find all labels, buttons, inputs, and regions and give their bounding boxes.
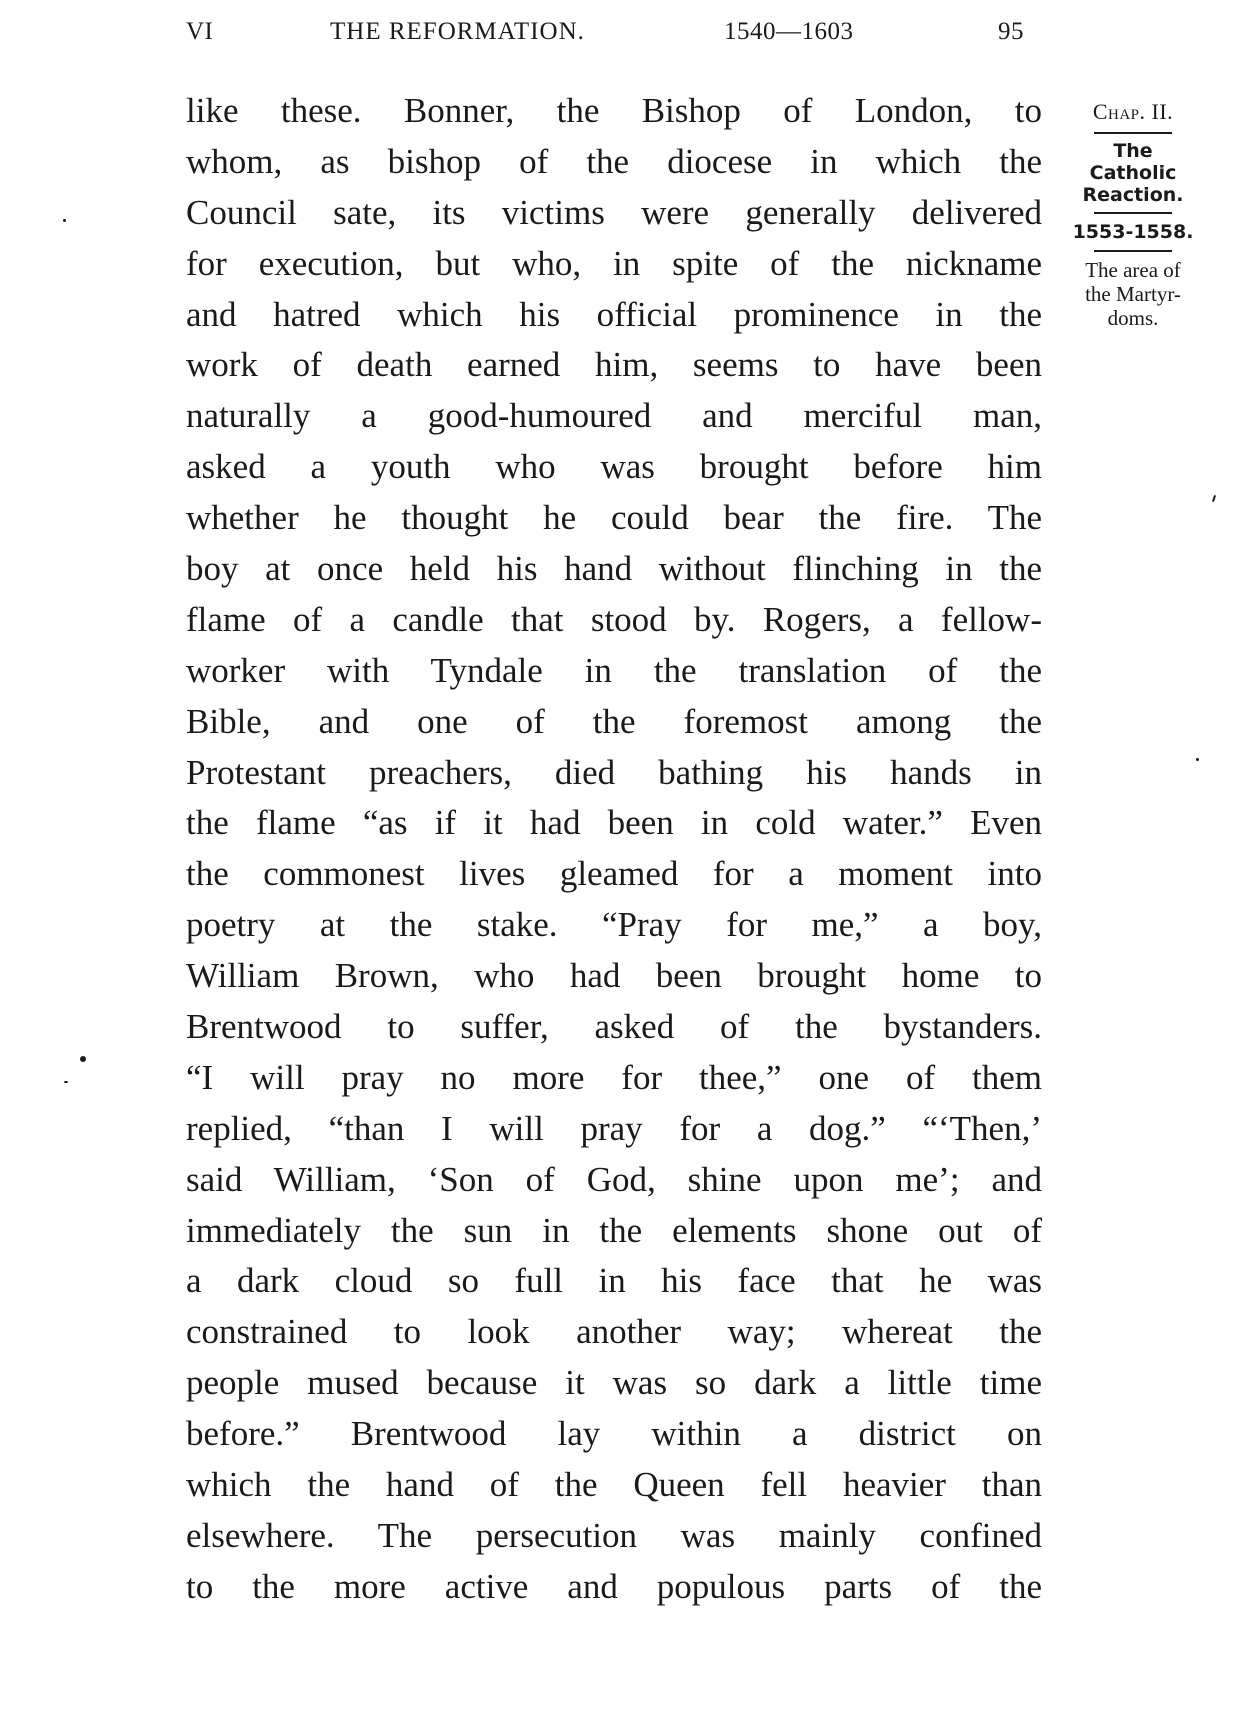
margin-heading-line: Reaction. (1082, 184, 1184, 206)
body-line: a dark cloud so full in his face that he was (186, 1261, 1042, 1301)
body-line: work of death earned him, seems to have been (186, 345, 1042, 385)
running-head-years: 1540—1603 (724, 18, 854, 45)
running-head-section: VI (186, 18, 214, 45)
body-line: “I will pray no more for thee,” one of them (186, 1057, 1042, 1097)
body-line: for execution, but who, in spite of the nickname (186, 243, 1042, 283)
page-number: 95 (998, 18, 1024, 45)
body-line: to the more active and populous parts of the (186, 1566, 1042, 1606)
body-text (186, 86, 1042, 1613)
margin-notes (1058, 98, 1208, 330)
margin-rule (1094, 212, 1172, 214)
margin-dates: 1553-1558. (1072, 221, 1194, 243)
body-line: whom, as bishop of the diocese in which the (186, 141, 1042, 181)
body-line: which the hand of the Queen fell heavier than (186, 1465, 1042, 1505)
body-line: and hatred which his official prominence in the (186, 294, 1042, 334)
body-line: the flame “as if it had been in cold water.” Even (186, 803, 1042, 843)
ink-speck (64, 1081, 68, 1083)
ink-speck (1212, 495, 1216, 502)
ink-speck (1196, 758, 1199, 761)
body-line: elsewhere. The persecution was mainly confined (186, 1515, 1042, 1555)
body-line: immediately the sun in the elements shone out of (186, 1210, 1042, 1250)
body-line: people mused because it was so dark a little time (186, 1363, 1042, 1403)
body-line: constrained to look another way; whereat the (186, 1312, 1042, 1352)
body-line: flame of a candle that stood by. Rogers, a fellow- (186, 599, 1042, 639)
running-head (186, 18, 1046, 58)
margin-heading-line: Catholic (1089, 162, 1177, 184)
running-head-title: THE REFORMATION. (330, 18, 585, 45)
body-line: Protestant preachers, died bathing his hands in (186, 752, 1042, 792)
body-line: like these. Bonner, the Bishop of London, to (186, 91, 1042, 130)
body-line: naturally a good-humoured and merciful man, (186, 396, 1042, 436)
body-line: before.” Brentwood lay within a district on (186, 1414, 1042, 1454)
margin-heading-line: The (1113, 140, 1153, 162)
body-line: asked a youth who was brought before him (186, 447, 1042, 487)
body-line: William Brown, who had been brought home to (186, 956, 1042, 996)
margin-note-line: the Martyr- (1085, 282, 1181, 306)
body-line: Council sate, its victims were generally delivered (186, 192, 1042, 232)
margin-rule (1094, 250, 1172, 252)
body-line: replied, “than I will pray for a dog.” “‘Then,’ (186, 1108, 1042, 1148)
body-line: boy at once held his hand without flinching in the (186, 549, 1042, 589)
body-line: Brentwood to suffer, asked of the bystanders. (186, 1007, 1042, 1047)
body-line: poetry at the stake. “Pray for me,” a boy, (186, 905, 1042, 945)
body-line: the commonest lives gleamed for a moment into (186, 854, 1042, 894)
margin-note-line: doms. (1107, 306, 1159, 330)
body-line: whether he thought he could bear the fire. The (186, 498, 1042, 538)
margin-chapter: Chap. II. (1092, 99, 1174, 124)
body-line: Bible, and one of the foremost among the (186, 701, 1042, 741)
margin-note-line: The area of (1085, 258, 1181, 282)
margin-rule (1094, 132, 1172, 134)
body-line: worker with Tyndale in the translation of the (186, 650, 1042, 690)
ink-speck (63, 219, 66, 222)
ink-speck (80, 1056, 86, 1062)
body-line: said William, ‘Son of God, shine upon me’; and (186, 1159, 1042, 1199)
